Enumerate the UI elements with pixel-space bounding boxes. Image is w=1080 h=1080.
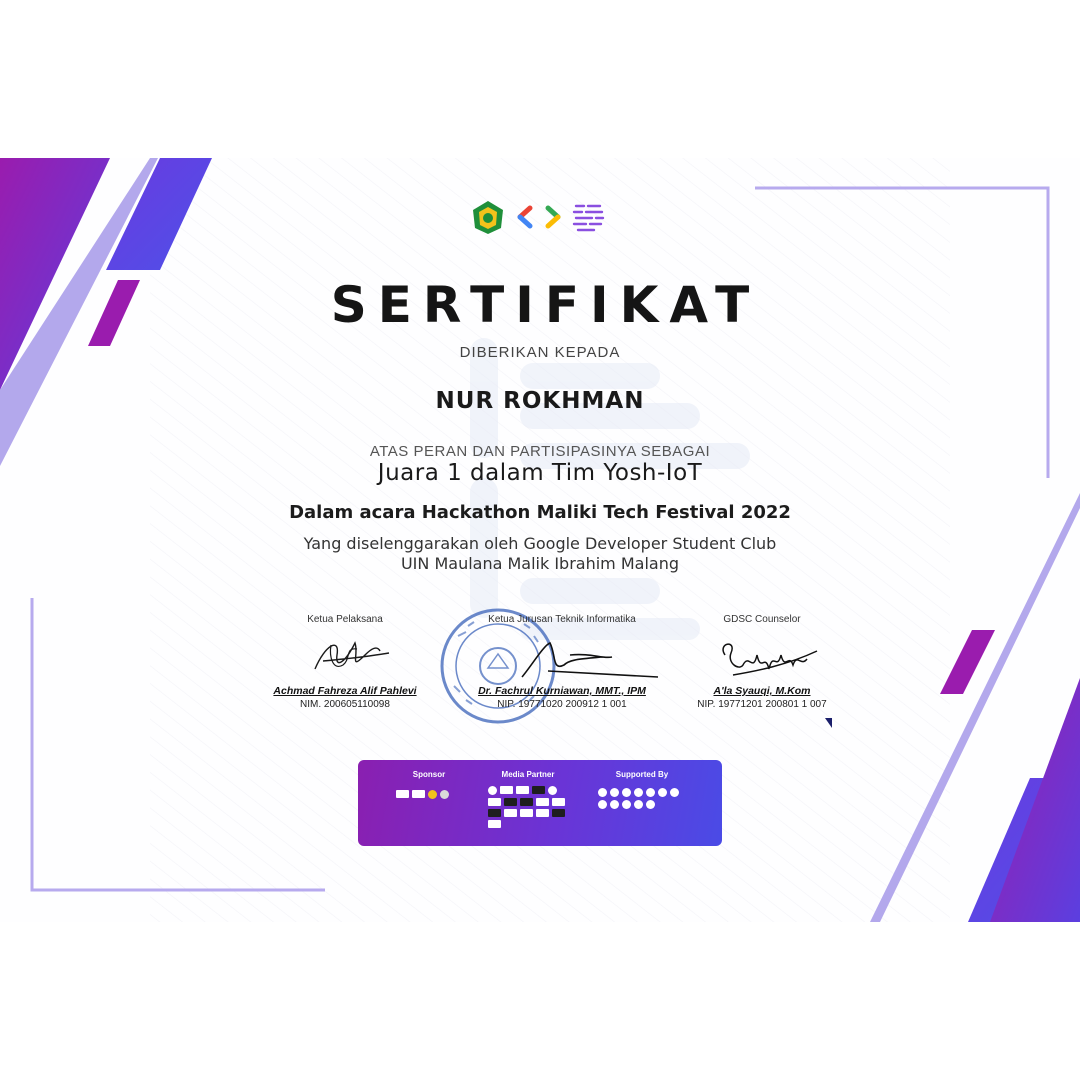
media-partner-label: Media Partner: [501, 770, 555, 779]
media-partner-logo-icon: [504, 798, 517, 806]
supporter-logo-icon: [610, 788, 619, 797]
signatory-role: GDSC Counselor: [723, 614, 801, 625]
media-partner-logo-icon: [488, 786, 497, 795]
signature-image: [452, 625, 672, 685]
supporter-logo-icon: [646, 788, 655, 797]
supporter-logo-icon: [598, 800, 607, 809]
media-partner-logo-icon: [536, 809, 549, 817]
supporter-logo-icon: [658, 788, 667, 797]
media-partner-logo-icon: [504, 809, 517, 817]
signature-image: [697, 625, 827, 685]
supporter-logo-icon: [634, 800, 643, 809]
media-partner-logo-icon: [552, 798, 565, 806]
supporter-logo-icon: [670, 788, 679, 797]
signatory-name: Dr. Fachrul Kurniawan, MMT., IPM: [478, 685, 646, 697]
media-partner-logo-icon: [500, 786, 513, 794]
event-name: Dalam acara Hackathon Maliki Tech Festival 2022: [289, 502, 791, 523]
supporter-logo-icon: [622, 800, 631, 809]
media-partner-logo-icon: [520, 809, 533, 817]
supporter-logo-icon: [634, 788, 643, 797]
sponsor-logo-icon: [396, 790, 409, 798]
sponsor-logo-icon: [440, 790, 449, 799]
logo-row: [470, 197, 630, 237]
sponsor-logo-icon: [428, 790, 437, 799]
media-partner-logo-icon: [532, 786, 545, 794]
signatory-id: NIP. 19771020 200912 1 001: [497, 699, 627, 710]
signatory-id: NIM. 200605110098: [300, 699, 390, 710]
hackathon-logo-icon: [572, 200, 606, 234]
media-partner-logo-icon: [520, 798, 533, 806]
media-partner-logo-icon: [488, 798, 501, 806]
signatory-ketua-jurusan: [452, 614, 672, 710]
signatory-name: A'la Syauqi, M.Kom: [713, 685, 811, 697]
signatory-gdsc-counselor: [652, 614, 872, 710]
signatory-name: Achmad Fahreza Alif Pahlevi: [273, 685, 417, 697]
supporter-logo-icon: [646, 800, 655, 809]
achievement: Juara 1 dalam Tim Yosh-IoT: [377, 460, 703, 486]
sponsor-logos: [396, 790, 466, 799]
signature-image: [285, 625, 405, 685]
given-to-label: DIBERIKAN KEPADA: [459, 344, 621, 361]
media-partner-logos: [488, 786, 568, 828]
media-partner-logo-icon: [536, 798, 549, 806]
media-partner-logo-icon: [488, 809, 501, 817]
sponsor-panel: [358, 760, 722, 846]
signatory-ketua-pelaksana: [235, 614, 455, 710]
gdsc-logo-icon: [516, 204, 562, 230]
media-partner-logo-icon: [516, 786, 529, 794]
recipient-name: NUR ROKHMAN: [435, 388, 645, 414]
supporter-logo-icon: [610, 800, 619, 809]
organizer-line-1: Yang diselenggarakan oleh Google Developer Student Club: [303, 534, 777, 553]
signatory-id: NIP. 19771201 200801 1 007: [697, 699, 827, 710]
role-intro: ATAS PERAN DAN PARTISIPASINYA SEBAGAI: [369, 443, 711, 460]
media-partner-logo-icon: [548, 786, 557, 795]
media-partner-logo-icon: [552, 809, 565, 817]
signatory-role: Ketua Pelaksana: [307, 614, 383, 625]
supporter-logo-icon: [622, 788, 631, 797]
supporter-logo-icon: [598, 788, 607, 797]
sponsor-label: Sponsor: [412, 770, 446, 779]
supported-by-label: Supported By: [615, 770, 669, 779]
organizer-line-2: UIN Maulana Malik Ibrahim Malang: [400, 554, 680, 573]
sponsor-logo-icon: [412, 790, 425, 798]
signatory-role: Ketua Jurusan Teknik Informatika: [488, 614, 636, 625]
certificate: [0, 158, 1080, 922]
university-emblem-icon: [470, 199, 506, 235]
certificate-title: SERTIFIKAT: [330, 276, 761, 334]
supporter-logos: [598, 788, 686, 809]
media-partner-logo-icon: [488, 820, 501, 828]
